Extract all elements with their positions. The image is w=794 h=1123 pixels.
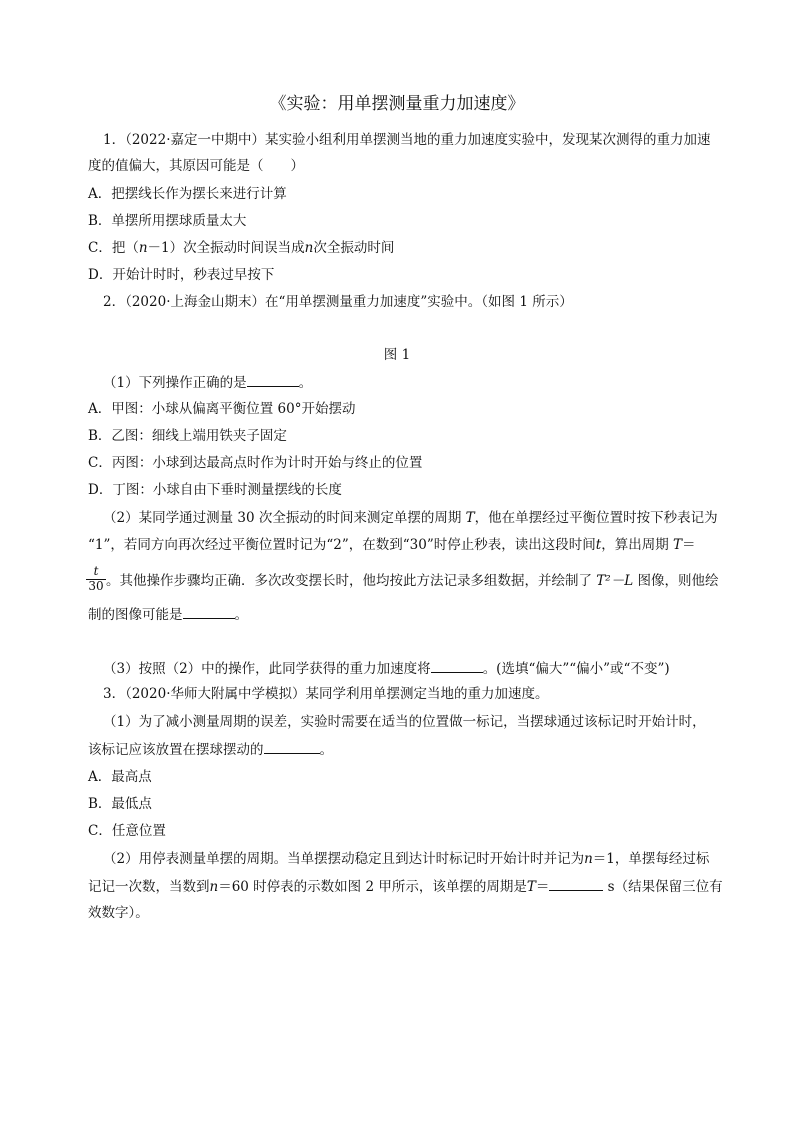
q3-part1-line1: （1）为了减小测量周期的误差，实验时需要在适当的位置做一标记，当摆球通过该标记时开始计时， [103, 714, 706, 730]
q2-part1-prompt: （1）下列操作正确的是 。 [103, 375, 313, 391]
q1-option-a: A．把摆线长作为摆长来进行计算 [88, 186, 287, 202]
figure-1-caption: 图 1 [383, 347, 411, 363]
q2-part2-line4: 制的图像可能是 。 [88, 607, 248, 623]
answer-blank [431, 660, 483, 673]
q2-part2-line3: 。其他操作步骤均正确．多次改变摆长时，他均按此方法记录多组数据，并绘制了 T²－L 图像，则他绘 [106, 573, 719, 589]
page-title: 《实验：用单摆测量重力加速度》 [269, 94, 525, 114]
q3-stem: 3．（2020·华师大附属中学模拟）某同学利用单摆测定当地的重力加速度。 [103, 686, 549, 702]
period-fraction: $\frac{t}{30}$ [86, 565, 106, 593]
q3-part2-line3: 效数字）。 [88, 905, 149, 921]
q3-option-c: C．任意位置 [88, 823, 166, 839]
answer-blank [183, 606, 235, 619]
q1-option-d: D．开始计时时，秒表过早按下 [88, 267, 275, 283]
q3-part2-line2: 记记一次数，当数到n＝60 时停表的示数如图 2 甲所示，该单摆的周期是T＝ s（结果保留三位有 [88, 879, 723, 895]
q2-part2-line1: （2）某同学通过测量 30 次全振动的时间来测定单摆的周期 T，他在单摆经过平衡位置时按下秒表记为 [103, 510, 718, 526]
q3-option-b: B．最低点 [88, 796, 152, 812]
q2-part2-line2: “1”，若同方向再次经过平衡位置时记为“2”，在数到“30”时停止秒表，读出这段时间t，算出周期 T＝ [88, 537, 696, 553]
q1-option-b: B．单摆所用摆球质量太大 [88, 213, 247, 229]
q3-part1-line2: 该标记应该放置在摆球摆动的 。 [88, 742, 333, 758]
q1-stem-line2: 度的值偏大，其原因可能是（ ） [88, 158, 304, 174]
q3-part2-line1: （2）用停表测量单摆的周期。当单摆摆动稳定且到达计时标记时开始计时并记为n＝1，单摆每经过标 [103, 851, 710, 867]
answer-blank [247, 374, 299, 387]
q2-option-b: B．乙图：细线上端用铁夹子固定 [88, 428, 287, 444]
answer-blank [264, 741, 320, 754]
q2-option-a: A．甲图：小球从偏离平衡位置 60°开始摆动 [88, 401, 356, 417]
answer-blank [549, 878, 603, 891]
q2-option-c: C．丙图：小球到达最高点时作为计时开始与终止的位置 [88, 455, 423, 471]
q2-option-d: D．丁图：小球自由下垂时测量摆线的长度 [88, 482, 342, 498]
q3-option-a: A．最高点 [88, 769, 152, 785]
q2-stem: 2．（2020·上海金山期末）在“用单摆测量重力加速度”实验中。（如图 1 所示） [103, 294, 573, 310]
q1-stem-line1: 1．（2022·嘉定一中期中）某实验小组利用单摆测当地的重力加速度实验中，发现某次测得的重力加速 [103, 132, 711, 148]
q2-part3: （3）按照（2）中的操作，此同学获得的重力加速度将 。(选填“偏大”“偏小”或“不变”) [103, 661, 670, 677]
q1-option-c: C．把（n－1）次全振动时间误当成n次全振动时间 [88, 240, 395, 256]
